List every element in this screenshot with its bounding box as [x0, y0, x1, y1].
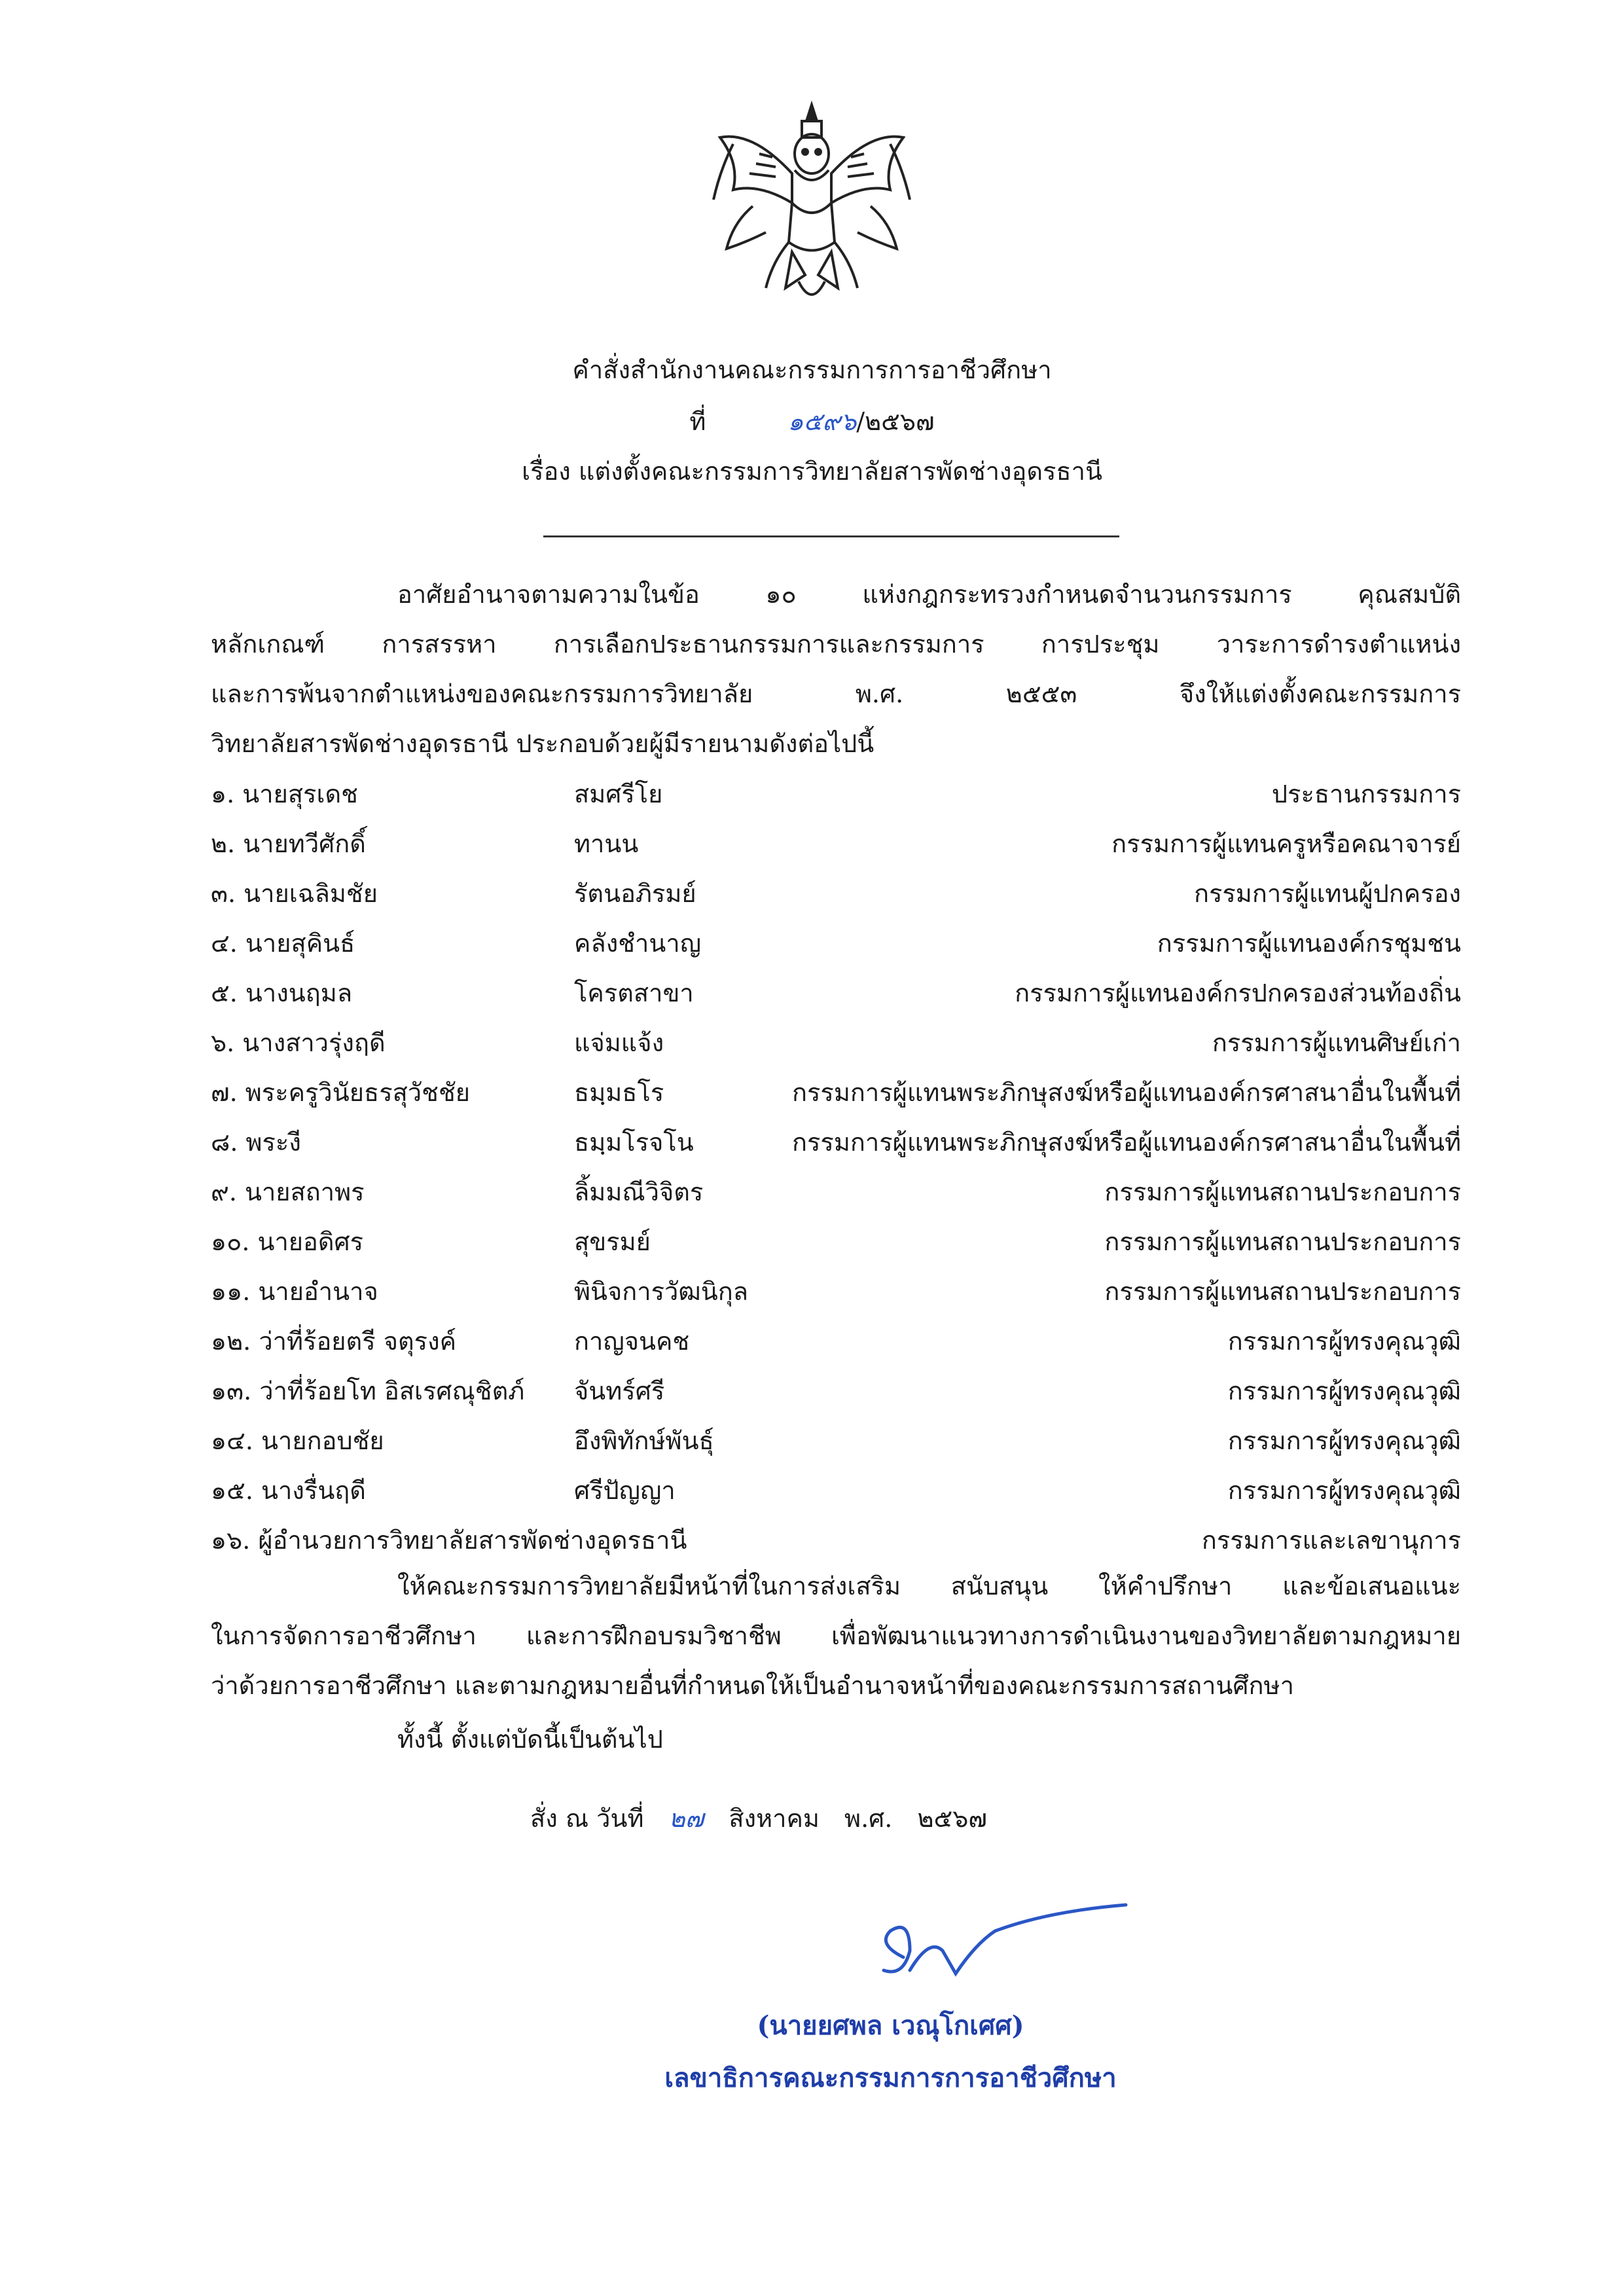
member-name: ๑๔. นายกอบชัย: [211, 1426, 384, 1455]
member-surname: พินิจการวัฒนิกุล: [574, 1277, 748, 1306]
member-surname: สุขรมย์: [574, 1227, 651, 1256]
member-role: กรรมการและเลขานุการ: [1201, 1526, 1461, 1555]
member-name: ๑. นายสุรเดช: [211, 780, 358, 808]
member-surname: ศรีปัญญา: [574, 1476, 676, 1505]
effective-clause: ทั้งนี้ ตั้งแต่บัดนี้เป็นต้นไป: [397, 1725, 663, 1754]
list-item: [211, 1267, 1461, 1316]
list-item: [211, 1416, 1461, 1466]
member-surname: ธมฺมโรจโน: [574, 1128, 694, 1157]
date-day: ๒๗: [668, 1804, 704, 1833]
list-item: [211, 1466, 1461, 1515]
list-item: [211, 1117, 1461, 1167]
list-item: [211, 1167, 1461, 1217]
date-label: สั่ง ณ วันที่: [530, 1804, 644, 1833]
duties-line: ในการจัดการอาชีวศึกษา และการฝึกอบรมวิชาชีพ เพื่อพัฒนาแนวทางการดำเนินงานของวิทยาลัยตามกฎหมาย: [211, 1621, 1461, 1650]
member-role: กรรมการผู้แทนพระภิกษุสงฆ์หรือผู้แทนองค์กรศาสนาอื่นในพื้นที่: [792, 1078, 1461, 1107]
member-role: กรรมการผู้ทรงคุณวุฒิ: [1227, 1476, 1461, 1505]
list-item: [211, 918, 1461, 968]
member-name: ๑๕. นางรื่นฤดี: [211, 1476, 366, 1505]
member-role: กรรมการผู้แทนครูหรือคณาจารย์: [1111, 829, 1461, 858]
date-era: พ.ศ.: [844, 1804, 893, 1833]
order-title: คำสั่งสำนักงานคณะกรรมการการอาชีวศึกษา: [572, 355, 1052, 384]
member-role: กรรมการผู้แทนผู้ปกครอง: [1193, 879, 1461, 908]
order-subject: เรื่อง แต่งตั้งคณะกรรมการวิทยาลัยสารพัดช่างอุดรธานี: [522, 457, 1102, 486]
member-role: กรรมการผู้แทนองค์กรปกครองส่วนท้องถิ่น: [1015, 979, 1461, 1007]
member-role: กรรมการผู้แทนองค์กรชุมชน: [1157, 929, 1461, 958]
signatory-name: (นายยศพล เวณุโกเศศ): [757, 2010, 1024, 2041]
member-name: ๙. นายสถาพร: [211, 1178, 365, 1206]
date-year: ๒๕๖๗: [917, 1804, 987, 1833]
list-item: [211, 1316, 1461, 1366]
list-item: [211, 819, 1461, 869]
member-role: กรรมการผู้ทรงคุณวุฒิ: [1227, 1377, 1461, 1405]
order-number-value: ๑๕๙๖: [787, 407, 857, 436]
member-surname: แจ่มแจ้ง: [574, 1028, 664, 1057]
list-item: [211, 968, 1461, 1018]
list-item: [211, 1068, 1461, 1117]
member-role: กรรมการผู้แทนสถานประกอบการ: [1104, 1277, 1461, 1306]
member-role: กรรมการผู้ทรงคุณวุฒิ: [1227, 1327, 1461, 1356]
order-date: [530, 1794, 1004, 1843]
list-item: [211, 1515, 1461, 1565]
member-list: [211, 769, 1461, 1565]
member-role: กรรมการผู้ทรงคุณวุฒิ: [1227, 1426, 1461, 1455]
list-item: [211, 769, 1461, 819]
member-surname: ลิ้มมณีวิจิตร: [574, 1178, 704, 1206]
member-surname: กาญจนคช: [574, 1327, 690, 1356]
handwritten-signature-icon: [864, 1898, 1139, 2003]
preamble-line: และการพ้นจากตำแหน่งของคณะกรรมการวิทยาลัย พ.ศ. ๒๕๕๓ จึงให้แต่งตั้งคณะกรรมการ: [211, 679, 1461, 708]
member-name: ๒. นายทวีศักดิ์: [211, 829, 366, 858]
member-name: ๑๖. ผู้อำนวยการวิทยาลัยสารพัดช่างอุดรธานี: [211, 1526, 687, 1555]
header-divider: [543, 535, 1119, 537]
member-role: กรรมการผู้แทนสถานประกอบการ: [1104, 1227, 1461, 1256]
date-month: สิงหาคม: [729, 1804, 820, 1833]
member-surname: คลังชำนาญ: [574, 929, 702, 958]
garuda-emblem-icon: [694, 92, 929, 314]
member-surname: ทานน: [574, 829, 639, 858]
member-name: ๑๒. ว่าที่ร้อยตรี จตุรงค์: [211, 1327, 457, 1356]
preamble-line: อาศัยอำนาจตามความในข้อ ๑๐ แห่งกฎกระทรวงกำหนดจำนวนกรรมการ คุณสมบัติ: [397, 580, 1461, 609]
preamble-line: วิทยาลัยสารพัดช่างอุดรธานี ประกอบด้วยผู้มีรายนามดังต่อไปนี้: [211, 729, 875, 758]
member-name: ๕. นางนฤมล: [211, 979, 353, 1007]
preamble-line: หลักเกณฑ์ การสรรหา การเลือกประธานกรรมการและกรรมการ การประชุม วาระการดำรงตำแหน่ง: [211, 630, 1461, 659]
order-number: [0, 402, 1624, 441]
list-item: [211, 1018, 1461, 1068]
list-item: [211, 869, 1461, 918]
order-number-label: ที่: [689, 407, 706, 436]
member-surname: จันทร์ศรี: [574, 1377, 665, 1405]
member-role: ประธานกรรมการ: [1271, 780, 1461, 808]
member-surname: อึงพิทักษ์พันธุ์: [574, 1426, 714, 1455]
member-surname: โครตสาขา: [574, 979, 694, 1007]
member-name: ๖. นางสาวรุ่งฤดี: [211, 1028, 386, 1057]
preamble-paragraph: [211, 569, 1461, 768]
member-name: ๓. นายเฉลิมชัย: [211, 879, 378, 908]
member-surname: ธมฺมธโร: [574, 1078, 664, 1107]
order-number-suffix: /๒๕๖๗: [856, 407, 935, 436]
member-name: ๗. พระครูวินัยธรสุวัชชัย: [211, 1078, 470, 1107]
duties-paragraph: [211, 1561, 1461, 1710]
member-surname: รัตนอภิรมย์: [574, 879, 696, 908]
member-name: ๑๐. นายอดิศร: [211, 1227, 364, 1256]
member-name: ๘. พระงี: [211, 1128, 301, 1157]
member-role: กรรมการผู้แทนศิษย์เก่า: [1212, 1028, 1461, 1057]
member-role: กรรมการผู้แทนพระภิกษุสงฆ์หรือผู้แทนองค์กรศาสนาอื่นในพื้นที่: [792, 1128, 1461, 1157]
duties-line: ว่าด้วยการอาชีวศึกษา และตามกฎหมายอื่นที่กำหนดให้เป็นอำนาจหน้าที่ของคณะกรรมการสถานศึกษา: [211, 1671, 1294, 1700]
member-surname: สมศรีโย: [574, 780, 663, 808]
list-item: [211, 1366, 1461, 1416]
list-item: [211, 1217, 1461, 1267]
duties-line: ให้คณะกรรมการวิทยาลัยมีหน้าที่ในการส่งเสริม สนับสนุน ให้คำปรึกษา และข้อเสนอแนะ: [397, 1572, 1461, 1600]
member-name: ๑๑. นายอำนาจ: [211, 1277, 378, 1306]
member-name: ๔. นายสุคินธ์: [211, 929, 355, 958]
signatory-title: เลขาธิการคณะกรรมการการอาชีวศึกษา: [664, 2063, 1117, 2093]
member-name: ๑๓. ว่าที่ร้อยโท อิสเรศณุชิตภ์: [211, 1377, 525, 1405]
member-role: กรรมการผู้แทนสถานประกอบการ: [1104, 1178, 1461, 1206]
